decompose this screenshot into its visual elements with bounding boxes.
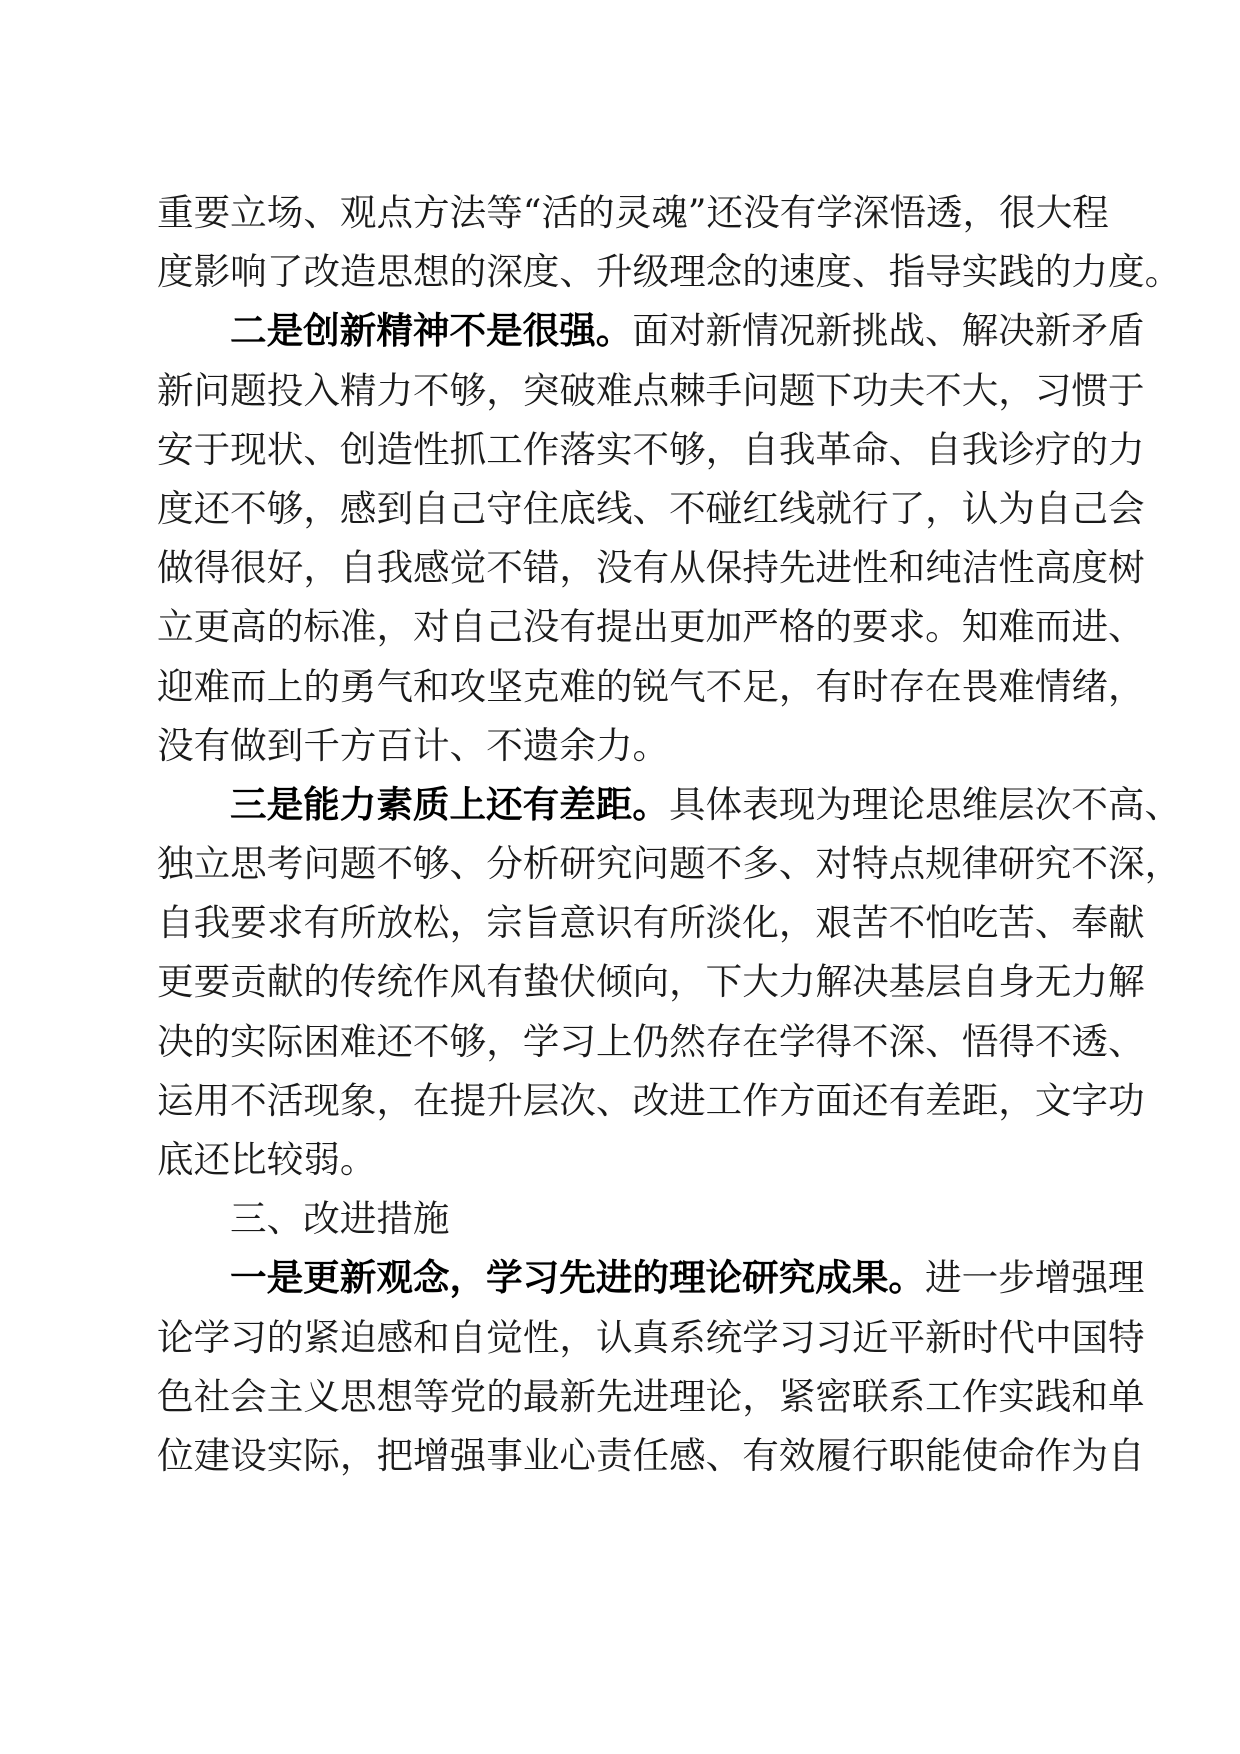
text-line: 更要贡献的传统作风有蛰伏倾向，下大力解决基层自身无力解 [157, 960, 1145, 1004]
text-line [157, 1248, 1145, 1307]
paragraph-measure-one [157, 1248, 1145, 1485]
text-line: 论学习的紧迫感和自觉性，认真系统学习习近平新时代中国特 [157, 1315, 1145, 1359]
paragraph-heading: 二是创新精神不是很强。 [230, 309, 633, 353]
paragraph-heading: 一是更新观念，学习先进的理论研究成果。 [230, 1256, 925, 1300]
paragraph-text: 具体表现为理论思维层次不高、 [668, 782, 1182, 826]
section-heading [157, 1189, 1062, 1248]
text-line: 独立思考问题不够、分析研究问题不多、对特点规律研究不深， [157, 842, 1182, 886]
paragraph-heading: 三是能力素质上还有差距。 [230, 782, 669, 826]
paragraph-innovation [157, 301, 1145, 775]
paragraph-capability [157, 775, 1182, 1189]
paragraph-text: 进一步增强理 [925, 1256, 1145, 1300]
text-line: 立更高的标准，对自己没有提出更加严格的要求。知难而进、 [157, 605, 1145, 649]
section-title: 三、改进措施 [230, 1197, 450, 1241]
document-body [157, 183, 1182, 1485]
text-line: 自我要求有所放松，宗旨意识有所淡化，艰苦不怕吃苦、奉献 [157, 901, 1145, 945]
text-line: 色社会主义思想等党的最新先进理论，紧密联系工作实践和单 [157, 1374, 1145, 1418]
text-line: 位建设实际，把增强事业心责任感、有效履行职能使命作为自 [157, 1433, 1145, 1477]
text-line: 决的实际困难还不够，学习上仍然存在学得不深、悟得不透、 [157, 1019, 1145, 1063]
text-line: 没有做到千方百计、不遗余力。 [157, 723, 670, 767]
text-line: 新问题投入精力不够，突破难点棘手问题下功夫不大，习惯于 [157, 368, 1145, 412]
text-line: 做得很好，自我感觉不错，没有从保持先进性和纯洁性高度树 [157, 546, 1145, 590]
text-line: 迎难而上的勇气和攻坚克难的锐气不足，有时存在畏难情绪， [157, 664, 1145, 708]
text-line [157, 775, 1182, 834]
text-line: 度还不够，感到自己守住底线、不碰红线就行了，认为自己会 [157, 486, 1145, 530]
text-line: 底还比较弱。 [157, 1138, 377, 1181]
text-line: 运用不活现象，在提升层次、改进工作方面还有差距，文字功 [157, 1078, 1145, 1122]
paragraph-continuation [157, 183, 1182, 301]
text-line [157, 301, 1145, 360]
text-line: 安于现状、创造性抓工作落实不够，自我革命、自我诊疗的力 [157, 427, 1145, 471]
text-line: 重要立场、观点方法等“活的灵魂”还没有学深悟透，很大程 [157, 191, 1109, 234]
text-line: 度影响了改造思想的深度、升级理念的速度、指导实践的力度。 [157, 250, 1182, 294]
paragraph-text: 面对新情况新挑战、解决新矛盾 [632, 309, 1145, 353]
